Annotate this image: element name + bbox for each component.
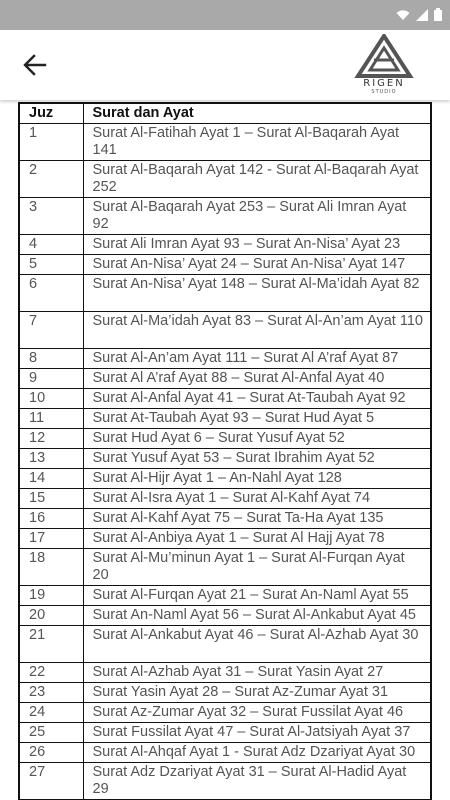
juz-number: 7 bbox=[19, 311, 83, 348]
surat-range: Surat Al-Azhab Ayat 31 – Surat Yasin Ayat 27 bbox=[83, 662, 431, 682]
juz-number: 8 bbox=[19, 348, 83, 368]
juz-number: 19 bbox=[19, 585, 83, 605]
table-row bbox=[19, 448, 431, 468]
juz-number: 22 bbox=[19, 662, 83, 682]
juz-number: 23 bbox=[19, 682, 83, 702]
table-row bbox=[19, 160, 431, 197]
status-bar bbox=[0, 0, 450, 30]
surat-range: Surat Adz Dzariyat Ayat 31 – Surat Al-Hadid Ayat 29 bbox=[83, 762, 431, 800]
rigen-studio-logo bbox=[354, 34, 414, 96]
juz-number: 12 bbox=[19, 428, 83, 448]
table-row bbox=[19, 585, 431, 605]
table-row bbox=[19, 234, 431, 254]
juz-table-container[interactable] bbox=[0, 100, 450, 800]
surat-range: Surat Al-Kahf Ayat 75 – Surat Ta-Ha Ayat 135 bbox=[83, 508, 431, 528]
surat-range: Surat Yasin Ayat 28 – Surat Az-Zumar Ayat 31 bbox=[83, 682, 431, 702]
table-body bbox=[19, 123, 431, 800]
juz-number: 9 bbox=[19, 368, 83, 388]
surat-range: Surat Fussilat Ayat 47 – Surat Al-Jatsiyah Ayat 37 bbox=[83, 722, 431, 742]
table-row bbox=[19, 625, 431, 662]
surat-range: Surat Al-Ankabut Ayat 46 – Surat Al-Azhab Ayat 30 bbox=[83, 625, 431, 662]
surat-range: Surat An-Nisa’ Ayat 148 – Surat Al-Ma’idah Ayat 82 bbox=[83, 274, 431, 311]
juz-number: 2 bbox=[19, 160, 83, 197]
table-row bbox=[19, 428, 431, 448]
juz-number: 11 bbox=[19, 408, 83, 428]
surat-range: Surat An-Nisa’ Ayat 24 – Surat An-Nisa’ Ayat 147 bbox=[83, 254, 431, 274]
logo-subtext: STUDIO bbox=[371, 89, 397, 95]
juz-number: 15 bbox=[19, 488, 83, 508]
table-row bbox=[19, 197, 431, 234]
table-row bbox=[19, 702, 431, 722]
juz-number: 3 bbox=[19, 197, 83, 234]
juz-number: 1 bbox=[19, 123, 83, 160]
surat-range: Surat Ali Imran Ayat 93 – Surat An-Nisa’ Ayat 23 bbox=[83, 234, 431, 254]
juz-number: 18 bbox=[19, 548, 83, 585]
table-row bbox=[19, 662, 431, 682]
surat-range: Surat Yusuf Ayat 53 – Surat Ibrahim Ayat 52 bbox=[83, 448, 431, 468]
table-row bbox=[19, 528, 431, 548]
surat-range: Surat Al-Fatihah Ayat 1 – Surat Al-Baqarah Ayat 141 bbox=[83, 123, 431, 160]
logo-text: RIGEN bbox=[363, 78, 405, 89]
juz-number: 6 bbox=[19, 274, 83, 311]
table-row bbox=[19, 388, 431, 408]
table-row bbox=[19, 368, 431, 388]
table-row bbox=[19, 408, 431, 428]
table-row bbox=[19, 311, 431, 348]
juz-number: 25 bbox=[19, 722, 83, 742]
surat-range: Surat Al-Baqarah Ayat 253 – Surat Ali Imran Ayat 92 bbox=[83, 197, 431, 234]
juz-number: 16 bbox=[19, 508, 83, 528]
table-row bbox=[19, 348, 431, 368]
table-row bbox=[19, 722, 431, 742]
juz-number: 20 bbox=[19, 605, 83, 625]
juz-number: 4 bbox=[19, 234, 83, 254]
table-row bbox=[19, 682, 431, 702]
surat-range: Surat Al-Hijr Ayat 1 – An-Nahl Ayat 128 bbox=[83, 468, 431, 488]
juz-number: 10 bbox=[19, 388, 83, 408]
status-icons bbox=[396, 8, 442, 21]
table-row bbox=[19, 508, 431, 528]
surat-range: Surat Al-Anbiya Ayat 1 – Surat Al Hajj Ayat 78 bbox=[83, 528, 431, 548]
juz-number: 14 bbox=[19, 468, 83, 488]
table-row bbox=[19, 488, 431, 508]
back-button[interactable] bbox=[18, 50, 52, 80]
surat-range: Surat Al-Baqarah Ayat 142 - Surat Al-Baqarah Ayat 252 bbox=[83, 160, 431, 197]
juz-number: 13 bbox=[19, 448, 83, 468]
table-row bbox=[19, 123, 431, 160]
table-row bbox=[19, 254, 431, 274]
juz-number: 27 bbox=[19, 762, 83, 800]
juz-number: 24 bbox=[19, 702, 83, 722]
table-row bbox=[19, 762, 431, 800]
header-surat-dan-ayat: Surat dan Ayat bbox=[83, 103, 431, 123]
juz-number: 26 bbox=[19, 742, 83, 762]
surat-range: Surat Al-Furqan Ayat 21 – Surat An-Naml Ayat 55 bbox=[83, 585, 431, 605]
table-row bbox=[19, 742, 431, 762]
juz-number: 17 bbox=[19, 528, 83, 548]
surat-range: Surat Hud Ayat 6 – Surat Yusuf Ayat 52 bbox=[83, 428, 431, 448]
juz-table bbox=[18, 102, 432, 800]
juz-number: 21 bbox=[19, 625, 83, 662]
surat-range: Surat Al-Ma’idah Ayat 83 – Surat Al-An’am Ayat 110 bbox=[83, 311, 431, 348]
battery-icon bbox=[434, 8, 442, 21]
surat-range: Surat Al-Anfal Ayat 41 – Surat At-Taubah Ayat 92 bbox=[83, 388, 431, 408]
surat-range: Surat Al-An’am Ayat 111 – Surat Al A’raf Ayat 87 bbox=[83, 348, 431, 368]
surat-range: Surat Al A’raf Ayat 88 – Surat Al-Anfal Ayat 40 bbox=[83, 368, 431, 388]
table-row bbox=[19, 605, 431, 625]
header-juz: Juz bbox=[19, 103, 83, 123]
table-row bbox=[19, 468, 431, 488]
surat-range: Surat Al-Mu’minun Ayat 1 – Surat Al-Furqan Ayat 20 bbox=[83, 548, 431, 585]
table-row bbox=[19, 548, 431, 585]
surat-range: Surat An-Naml Ayat 56 – Surat Al-Ankabut Ayat 45 bbox=[83, 605, 431, 625]
surat-range: Surat Al-Ahqaf Ayat 1 - Surat Adz Dzariyat Ayat 30 bbox=[83, 742, 431, 762]
rigen-logo-icon bbox=[354, 34, 414, 78]
table-row bbox=[19, 274, 431, 311]
app-bar bbox=[0, 30, 450, 100]
surat-range: Surat At-Taubah Ayat 93 – Surat Hud Ayat 5 bbox=[83, 408, 431, 428]
wifi-icon bbox=[396, 9, 410, 21]
juz-number: 5 bbox=[19, 254, 83, 274]
table-header-row bbox=[19, 103, 431, 123]
surat-range: Surat Al-Isra Ayat 1 – Surat Al-Kahf Ayat 74 bbox=[83, 488, 431, 508]
signal-icon bbox=[416, 9, 428, 21]
arrow-left-icon bbox=[23, 54, 47, 76]
surat-range: Surat Az-Zumar Ayat 32 – Surat Fussilat Ayat 46 bbox=[83, 702, 431, 722]
